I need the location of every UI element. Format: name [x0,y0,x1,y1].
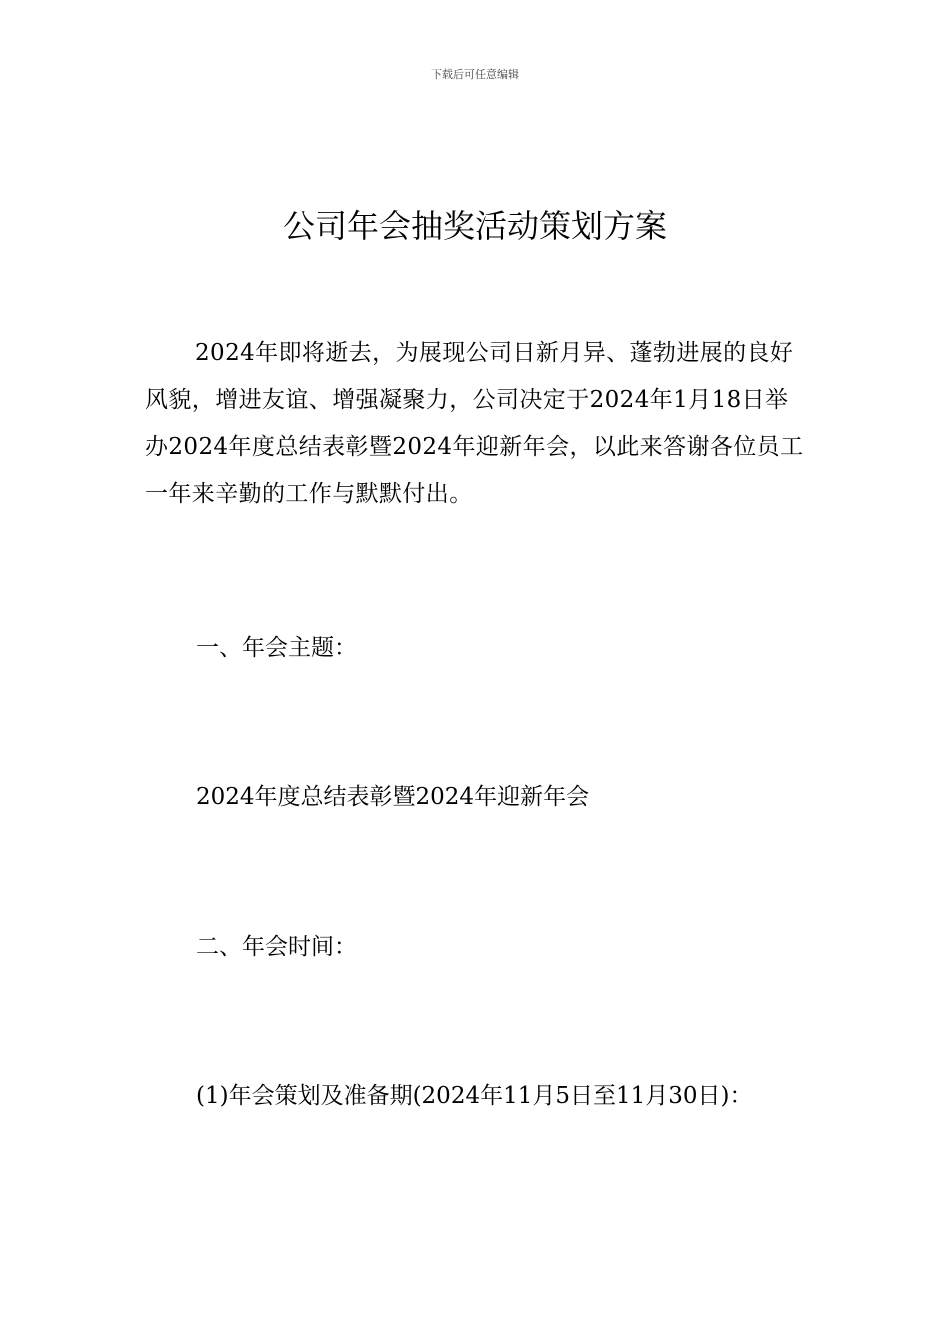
section-theme-heading: 一、年会主题： [196,635,357,661]
document-title: 公司年会抽奖活动策划方案 [282,207,667,246]
section-theme-text: 2024年度总结表彰暨2024年迎新年会 [196,784,590,810]
section-prep-period: (1)年会策划及准备期(2024年11月5日至11月30日)： [196,1083,753,1109]
intro-paragraph: 2024年即将逝去，为展现公司日新月异、蓬勃进展的良好风貌，增进友谊、增强凝聚力，公司决定于2024年1月18日举办2024年度总结表彰暨2024年迎新年会，以此来答谢各位员工一年来辛勤的工作与默默付出。 [145,340,804,507]
section-time-heading: 二、年会时间： [196,934,357,960]
header-note: 下载后可任意编辑 [431,68,519,81]
